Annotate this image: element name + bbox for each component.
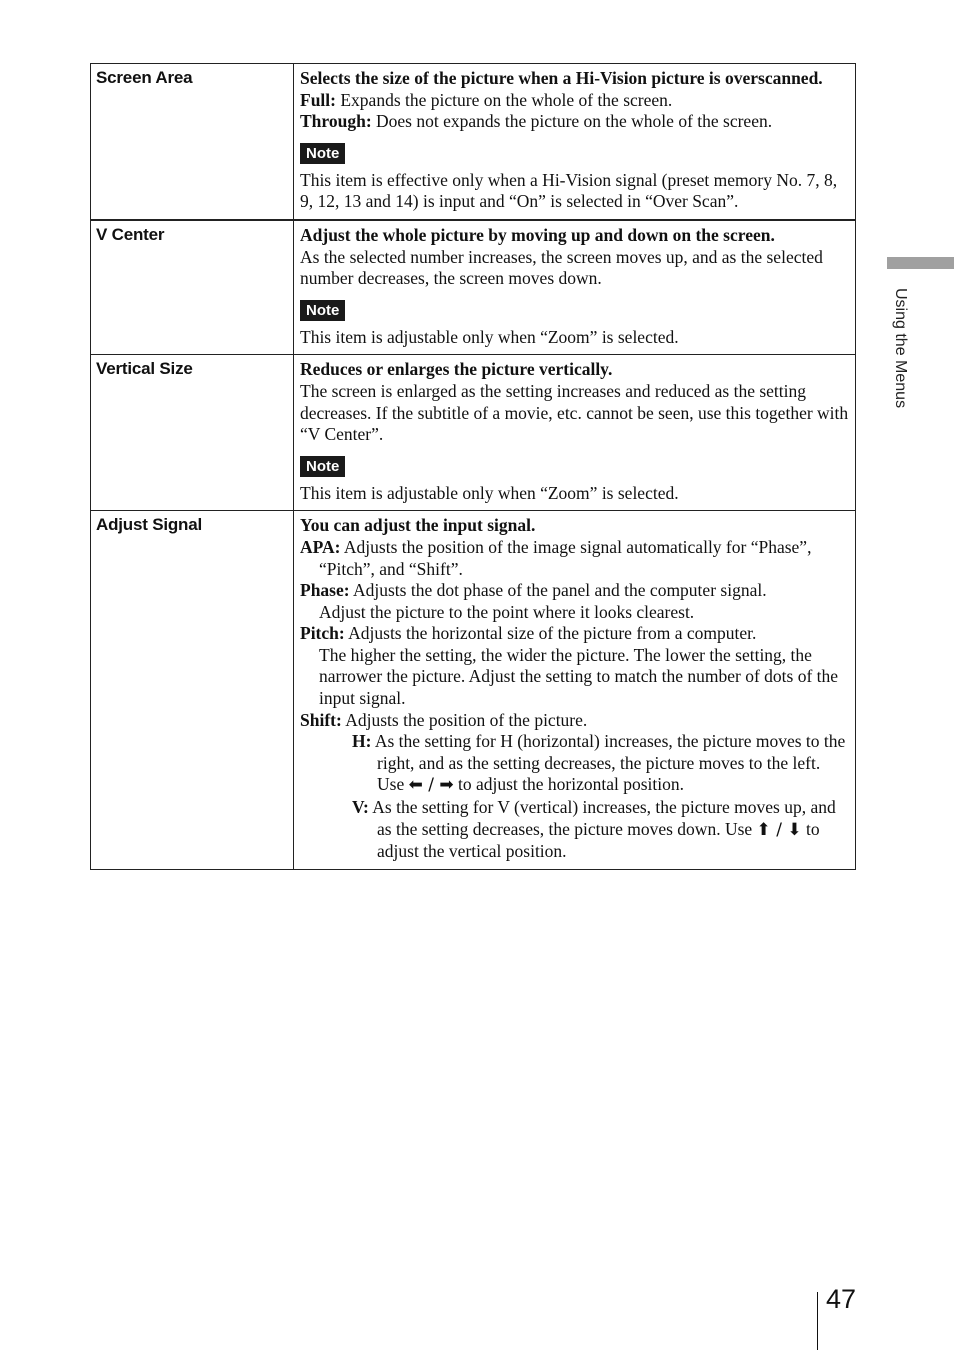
row-description [294,355,856,511]
row-heading: You can adjust the input signal. [300,515,536,536]
option-term: H: [352,731,372,752]
option-item [300,710,849,732]
option-text: Adjusts the horizontal size of the picture from a computer. [344,623,757,644]
note-badge: Note [300,300,345,321]
row-label: V Center [91,220,294,355]
option-term: Through: [300,111,372,132]
note-text: This item is adjustable only when “Zoom” is selected. [300,326,679,347]
row-heading: Adjust the whole picture by moving up and down on the screen. [300,224,775,245]
note-text: This item is effective only when a Hi-Vision signal (preset memory No. 7, 8, 9, 12, 13 and 14) is input and “On” is selected in “Over Scan”. [300,169,838,212]
row-body: The screen is enlarged as the setting increases and reduced as the setting decreases. If the subtitle of a movie, etc. cannot be seen, use this together with “V Center”. [300,380,849,445]
option-text: to adjust the horizontal position. [453,774,685,795]
section-tab-marker [887,257,954,269]
option-term: Pitch: [300,623,345,644]
row-description [294,220,856,355]
option-term: Phase: [300,580,350,601]
option-item [300,580,849,602]
option-term: V: [352,797,369,818]
row-label: Adjust Signal [91,511,294,870]
option-continuation: The higher the setting, the wider the picture. The lower the setting, the narrower the picture. Adjust the setting to match the number of dots of the input signal. [319,644,839,709]
option-text: As the setting for V (vertical) increases, the picture moves up, and as the setting decreases, the picture moves down. Use [368,797,836,839]
option-term: Full: [300,89,336,110]
option-text: Adjusts the position of the picture. [341,709,588,730]
page-number: 47 [826,1284,857,1314]
option-item [300,90,849,112]
menu-settings-table [90,63,856,870]
sub-option-item [300,797,849,863]
table-row [91,511,856,870]
table-row [91,355,856,511]
option-item [300,537,849,580]
note-badge: Note [300,143,345,164]
option-text: Expands the picture on the whole of the screen. [335,89,673,110]
row-body: As the selected number increases, the screen moves up, and as the selected number decreases, the screen moves down. [300,246,823,289]
option-term: Shift: [300,709,342,730]
page-number-divider [817,1292,818,1350]
row-label: Vertical Size [91,355,294,511]
option-text: to adjust the vertical position. [377,818,820,862]
table-row [91,220,856,355]
up-down-arrow-icon: ⬆ / ⬇ [756,819,802,840]
option-item [300,623,849,645]
row-heading: Selects the size of the picture when a Hi-Vision picture is overscanned. [300,68,823,88]
option-continuation: Adjust the picture to the point where it looks clearest. [319,601,695,622]
table-row [91,64,856,220]
option-text: Adjusts the position of the image signal automatically for “Phase”, “Pitch”, and “Shift”. [319,536,812,579]
option-text: Adjusts the dot phase of the panel and the computer signal. [349,580,767,601]
row-heading: Reduces or enlarges the picture vertically. [300,359,613,380]
left-right-arrow-icon: ⬅ / ➡ [408,775,454,796]
option-text: Does not expands the picture on the whole of the screen. [371,111,773,132]
row-description [294,511,856,870]
row-label: Screen Area [91,64,294,220]
section-side-label: Using the Menus [892,288,909,409]
note-text: This item is adjustable only when “Zoom” is selected. [300,482,679,503]
option-item [300,111,849,133]
sub-option-item [300,731,849,797]
note-badge: Note [300,456,345,477]
option-text: As the setting for H (horizontal) increases, the picture moves to the right, and as the setting decreases, the picture moves to the left. Use [371,731,846,795]
option-term: APA: [300,536,341,557]
row-description [294,64,856,220]
